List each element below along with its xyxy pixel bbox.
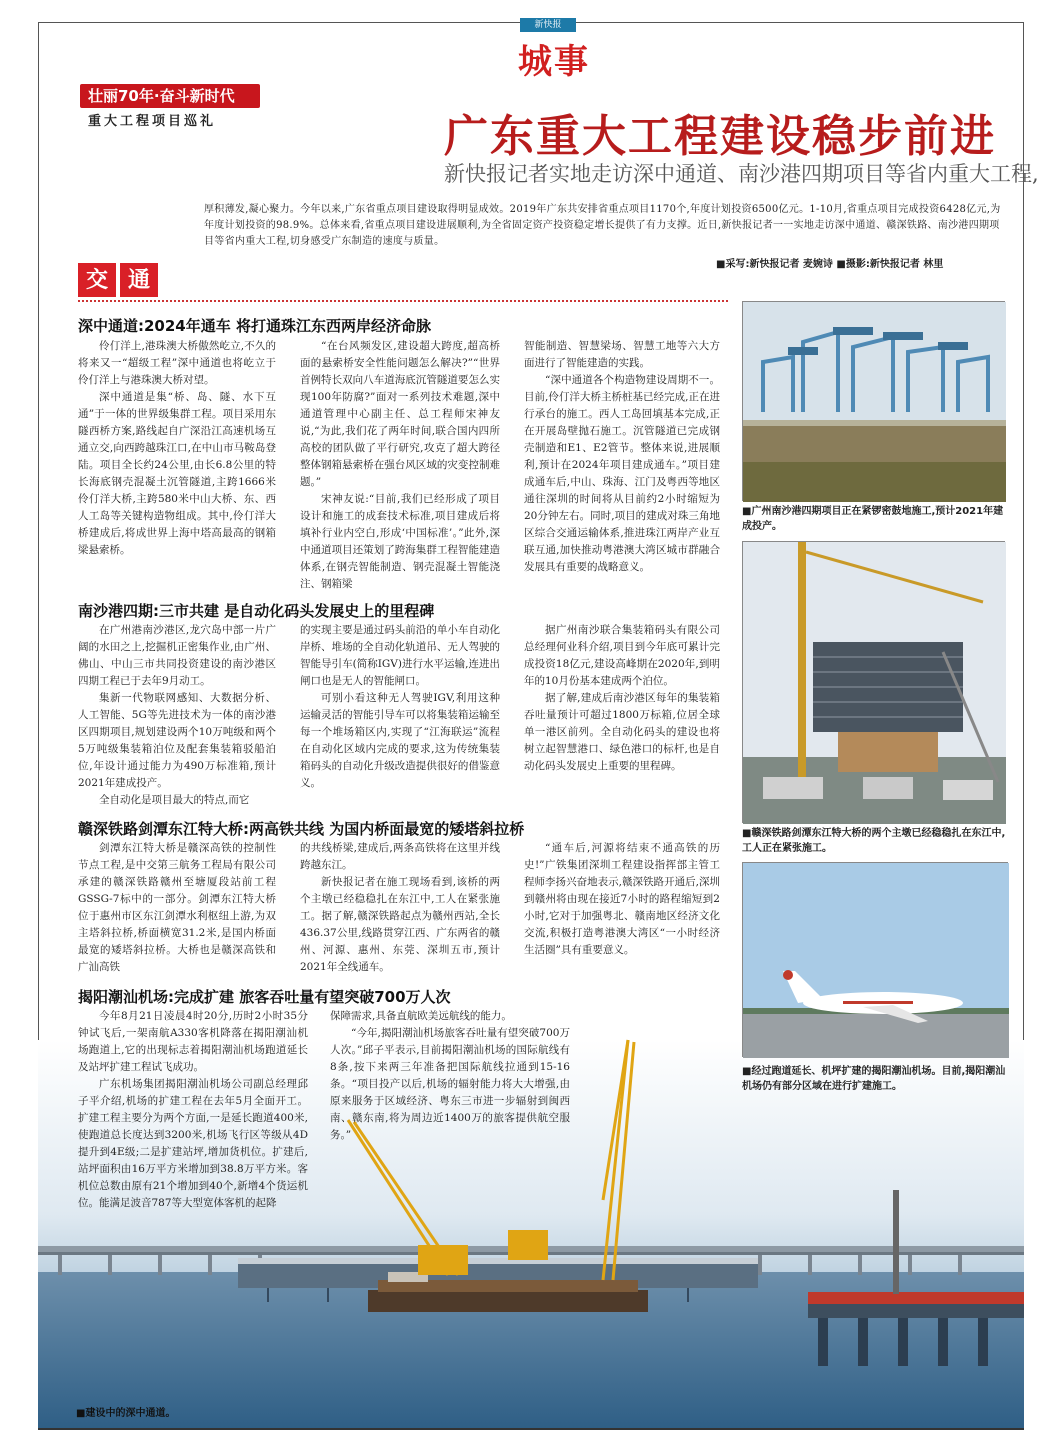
article1-col2 [300,338,500,590]
caption-shenzhong: ■建设中的深中通道。 [76,1408,176,1419]
sub-headline: 新快报记者实地走访深中通道、南沙港四期项目等省内重大工程, [444,162,1039,186]
article-title-nansha: 南沙港四期:三市共建 是自动化码头发展史上的里程碑 [78,602,435,620]
series-kicker: 壮丽70年·奋斗新时代 [80,84,260,108]
byline: ■采写:新快报记者 麦婉诗 ■摄影:新快报记者 林里 [716,259,944,270]
article-title-ganshen: 赣深铁路剑潭东江特大桥:两高铁共线 为国内桥面最宽的矮塔斜拉桥 [78,820,525,838]
paragraph: “今年,揭阳潮汕机场旅客吞吐量有望突破700万人次。”邱子平表示,目前揭阳潮汕机场的国际航线有8条,按下来两三年准备把国际航线拉通到15-16条。“项目投产以后,机场的辐射能力将大大增强,由原来服务于区域经济、粤东三市进一步辐射到闽西南、赣东南,将为周边近1400万的旅客提供航空服务。” [330,1027,570,1141]
lead-paragraph: 厚积薄发,凝心聚力。今年以来,广东省重点项目建设取得明显成效。2019年广东共安排省重点项目1170个,年度计划投资6500亿元。1-10月,省重点项目完成投资6428亿元,为年度计划投资的98.9%。总体来看,省重点项目建设进展顺利,为全省固定资产投资稳定增长提供了有力支撑。近日,新快报记者一一实地走访深中通道、赣深铁路、南沙港四期项目等省内重大工程,切身感受广东制造的速度与质量。 [204,204,1001,247]
topic-char-2: 通 [120,263,158,297]
article2-col2 [300,622,500,802]
paragraph: 伶仃洋上,港珠澳大桥傲然屹立,不久的将来又一“超级工程”深中通道也将屹立于伶仃洋上与港珠澳大桥对望。 [78,340,276,386]
caption-airport: ■经过跑道延长、机坪扩建的揭阳潮汕机场。目前,揭阳潮汕机场仍有部分区域在进行扩建施工。 [742,1066,1006,1092]
series-subtitle: 重大工程项目巡礼 [88,114,217,129]
article4-col1 [78,1008,308,1218]
bridge-pier-photo [742,541,1005,823]
article3-col2 [300,840,500,973]
article1-col1 [78,338,276,583]
paragraph: 在广州港南沙港区,龙穴岛中部一片广阔的水田之上,挖掘机正密集作业,由广州、佛山、中山三市共同投资建设的南沙港区四期工程已于去年9月动工。 [78,624,276,687]
paragraph: 可别小看这种无人驾驶IGV,利用这种运输灵活的智能引导车可以将集装箱运输至每一个堆场箱区内,实现了“江海联运”流程在自动化区域内完成的要求,这为传统集装箱码头的自动化升级改造提供很好的借鉴意义。 [300,692,500,789]
paragraph: 新快报记者在施工现场看到,该桥的两个主墩已经稳稳扎在东江中,工人在紧张施工。据了解,赣深铁路起点为赣州西站,全长436.37公里,线路贯穿江西、广东两省的赣州、河源、惠州、东莞、深圳五市,预计2021年全线通车。 [300,876,500,973]
topic-char-1: 交 [78,263,116,297]
bottom-rule [38,1428,1024,1430]
paragraph: “深中通道各个构造物建设周期不一。目前,伶仃洋大桥主桥桩基已经完成,正在进行承台的施工。西人工岛回填基本完成,正在开展岛壁抛石施工。沉管隧道已完成钢壳制造和E1、E2管节。整体来说,进展顺利,预计在2024年项目建成通车。”项目建成通车后,中山、珠海、江门及粤西等地区通往深圳的时间将从目前约2小时缩短为20分钟左右。同时,项目的建成对珠三角地区综合交通运输体系,推进珠江两岸产业互联互通,加快推动粤港澳大湾区城市群融合发展具有重要的战略意义。 [524,374,720,573]
article2-col1 [78,622,276,806]
caption-bridge: ■赣深铁路剑潭东江特大桥的两个主墩已经稳稳扎在东江中,工人正在紧张施工。 [742,828,1006,854]
paragraph: 广东机场集团揭阳潮汕机场公司副总经理邱子平介绍,机场的扩建工程在去年5月全面开工。扩建工程主要分为两个方面,一是延长跑道400米,使跑道总长度达到3200米,机场飞行区等级从4D提升到4E级;二是扩建站坪,增加货机位。扩建后,站坪面积由16万平方米增加到38.8万平方米。客机位总数由原有21个增加到40个,新增4个货运机位。能满足波音787等大型宽体客机的起降 [78,1078,308,1209]
article-title-jieyang: 揭阳潮汕机场:完成扩建 旅客吞吐量有望突破700万人次 [78,988,451,1006]
airport-photo [742,862,1008,1057]
nansha-port-photo [742,301,1005,501]
article3-col1 [78,840,276,973]
paragraph: “通车后,河源将结束不通高铁的历史!”广铁集团深圳工程建设指挥部主管工程师李扬兴奋地表示,赣深铁路开通后,深圳到赣州将由现在接近7小时的路程缩短到2小时,它对于加强粤北、赣南地区经济文化交流,积极打造粤港澳大湾区“一小时经济生活圈”具有重要意义。 [524,842,720,956]
paragraph: 剑潭东江特大桥是赣深高铁的控制性节点工程,是中交第三航务工程局有限公司承建的赣深铁路赣州至塘厦段站前工程GSSG-7标中的一部分。剑潭东江特大桥位于惠州市区东江剑潭水利枢纽上游,为双主塔斜拉桥,桥面横宽31.2米,是国内桥面最宽的矮塔斜拉桥。大桥也是赣深高铁和广汕高铁 [78,842,276,973]
main-headline: 广东重大工程建设稳步前进 [444,111,996,162]
paragraph: 智能制造、智慧梁场、智慧工地等六大方面进行了智能建造的实践。 [524,340,720,369]
paragraph: 据了解,建成后南沙港区每年的集装箱吞吐量预计可超过1800万标箱,位居全球单一港区前列。全自动化码头的建设也将树立起智慧港口、绿色港口的标杆,也是自动化码头发展史上重要的里程碑。 [524,692,720,772]
paragraph: 宋神友说:“目前,我们已经形成了项目设计和施工的成套技术标准,项目建成后将填补行业内空白,形成‘中国标准’。”此外,深中通道项目还策划了跨海集群工程智能建造体系,在钢壳智能制造、钢壳混凝土智能浇注、钢箱梁 [300,493,500,590]
section-title: 城事 [518,42,590,82]
brand-tag: 新快报 [520,18,576,32]
paragraph: 保障需求,具备直航欧美远航线的能力。 [330,1010,512,1022]
article1-col3 [524,338,720,583]
topic-label [78,263,158,297]
paragraph: “在台风频发区,建设超大跨度,超高桥面的悬索桥安全性能问题怎么解决?”“世界首例特长双向八车道海底沉管隧道要怎么实现100年防腐?”面对一系列技术难题,深中通道管理中心副主任、总工程师宋神友说,“为此,我们花了两年时间,联合国内四所高校的团队做了平行研究,攻克了超大跨径整体钢箱悬索桥在强台风区域的灾变控制难题。” [300,340,500,488]
article3-col3 [524,840,720,970]
caption-nansha: ■广州南沙港四期项目正在紧锣密鼓地施工,预计2021年建成投产。 [742,506,1004,532]
article-title-shenzhong: 深中通道:2024年通车 将打通珠江东西两岸经济命脉 [78,317,431,335]
paragraph: 全自动化是项目最大的特点,而它 [99,794,250,806]
paragraph: 集新一代物联网感知、大数据分析、人工智能、5G等先进技术为一体的南沙港区四期项目,规划建设两个10万吨级和两个5万吨级集装箱泊位及配套集装箱驳船泊位,年设计通过能力为490万标准箱,预计2021年建成投产。 [78,692,276,789]
paragraph: 的共线桥梁,建成后,两条高铁将在这里并线跨越东江。 [300,842,500,871]
paragraph: 深中通道是集“桥、岛、隧、水下互通”于一体的世界级集群工程。项目采用东隧西桥方案,路线起自广深沿江高速机场互通立交,向西跨越珠江口,在中山市马鞍岛登陆。项目全长约24公里,由长6.8公里的特长海底钢壳混凝土沉管隧道,主跨1666米伶仃洋大桥,主跨580米中山大桥、东、西人工岛等关键构造物组成。其中,伶仃洋大桥建成后,将成世界上海中塔高最高的钢箱梁悬索桥。 [78,391,276,556]
paragraph: 据广州南沙联合集装箱码头有限公司总经理何业科介绍,项目到今年底可累计完成投资18亿元,建设高峰期在2020年,到明年的10月份基本建成两个泊位。 [524,624,720,687]
paragraph: 今年8月21日凌晨4时20分,历时2小时35分钟试飞后,一架南航A330客机降落在揭阳潮汕机场跑道上,它的出现标志着揭阳潮汕机场跑道延长及站坪扩建工程试飞成功。 [78,1010,308,1073]
article2-col3 [524,622,720,802]
topic-divider [78,300,728,302]
article4-col2 [330,1008,570,1158]
paragraph: 的实现主要是通过码头前沿的单小车自动化岸桥、堆场的全自动化轨道吊、无人驾驶的智能导引车(简称IGV)进行水平运输,连进出闸口也是无人的智能闸口。 [300,624,500,687]
